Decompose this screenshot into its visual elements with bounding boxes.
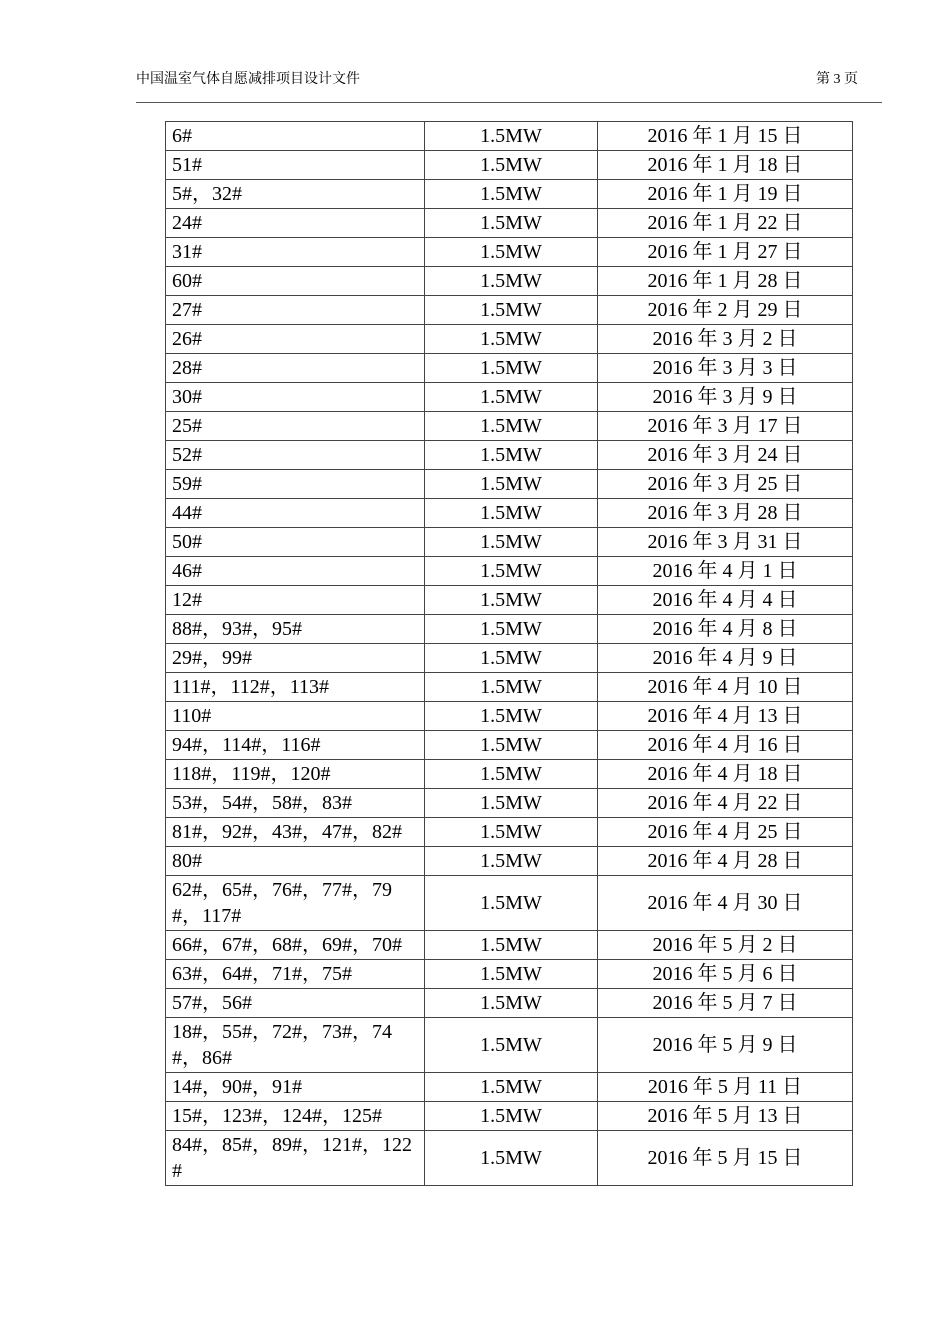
- commission-date-cell: 2016 年 5 月 15 日: [598, 1131, 853, 1186]
- unit-numbers-cell: 15#，123#，124#，125#: [166, 1102, 425, 1131]
- capacity-cell: 1.5MW: [425, 1102, 598, 1131]
- table-row: [166, 960, 853, 989]
- capacity-cell: 1.5MW: [425, 238, 598, 267]
- capacity-cell: 1.5MW: [425, 557, 598, 586]
- unit-numbers-cell: 53#，54#，58#，83#: [166, 789, 425, 818]
- capacity-cell: 1.5MW: [425, 209, 598, 238]
- capacity-cell: 1.5MW: [425, 789, 598, 818]
- commission-date-cell: 2016 年 4 月 22 日: [598, 789, 853, 818]
- capacity-cell: 1.5MW: [425, 412, 598, 441]
- table-row: [166, 441, 853, 470]
- table-row: [166, 989, 853, 1018]
- table-row: [166, 412, 853, 441]
- table-row: [166, 586, 853, 615]
- capacity-cell: 1.5MW: [425, 528, 598, 557]
- unit-numbers-cell: 29#，99#: [166, 644, 425, 673]
- capacity-cell: 1.5MW: [425, 673, 598, 702]
- commission-date-cell: 2016 年 4 月 8 日: [598, 615, 853, 644]
- unit-numbers-cell: 80#: [166, 847, 425, 876]
- unit-numbers-cell: 51#: [166, 151, 425, 180]
- table-row: [166, 267, 853, 296]
- document-title: 中国温室气体自愿减排项目设计文件: [136, 72, 360, 87]
- capacity-cell: 1.5MW: [425, 731, 598, 760]
- unit-numbers-cell: 50#: [166, 528, 425, 557]
- table-row: [166, 1018, 853, 1073]
- table-row: [166, 296, 853, 325]
- capacity-cell: 1.5MW: [425, 876, 598, 931]
- commission-date-cell: 2016 年 3 月 25 日: [598, 470, 853, 499]
- unit-numbers-cell: 88#，93#，95#: [166, 615, 425, 644]
- commission-date-cell: 2016 年 3 月 28 日: [598, 499, 853, 528]
- unit-numbers-cell: 25#: [166, 412, 425, 441]
- unit-numbers-cell: 31#: [166, 238, 425, 267]
- commission-date-cell: 2016 年 5 月 7 日: [598, 989, 853, 1018]
- unit-numbers-cell: 28#: [166, 354, 425, 383]
- table-row: [166, 615, 853, 644]
- commission-date-cell: 2016 年 3 月 24 日: [598, 441, 853, 470]
- capacity-cell: 1.5MW: [425, 989, 598, 1018]
- commission-date-cell: 2016 年 4 月 30 日: [598, 876, 853, 931]
- commission-date-cell: 2016 年 4 月 16 日: [598, 731, 853, 760]
- commission-date-cell: 2016 年 4 月 10 日: [598, 673, 853, 702]
- commission-date-cell: 2016 年 5 月 6 日: [598, 960, 853, 989]
- table-row: [166, 557, 853, 586]
- unit-numbers-cell: 84#，85#，89#，121#，122#: [166, 1131, 425, 1186]
- unit-numbers-cell: 27#: [166, 296, 425, 325]
- capacity-cell: 1.5MW: [425, 1131, 598, 1186]
- capacity-cell: 1.5MW: [425, 931, 598, 960]
- capacity-cell: 1.5MW: [425, 1073, 598, 1102]
- unit-numbers-cell: 62#，65#，76#，77#，79#，117#: [166, 876, 425, 931]
- capacity-cell: 1.5MW: [425, 470, 598, 499]
- commission-date-cell: 2016 年 1 月 15 日: [598, 122, 853, 151]
- page-number: 第 3 页: [816, 72, 858, 87]
- commission-date-cell: 2016 年 1 月 22 日: [598, 209, 853, 238]
- commission-date-cell: 2016 年 4 月 28 日: [598, 847, 853, 876]
- commission-date-cell: 2016 年 3 月 3 日: [598, 354, 853, 383]
- capacity-cell: 1.5MW: [425, 354, 598, 383]
- table-row: [166, 1131, 853, 1186]
- table-row: [166, 644, 853, 673]
- commission-date-cell: 2016 年 5 月 2 日: [598, 931, 853, 960]
- unit-numbers-cell: 59#: [166, 470, 425, 499]
- unit-numbers-cell: 46#: [166, 557, 425, 586]
- unit-numbers-cell: 63#，64#，71#，75#: [166, 960, 425, 989]
- commission-date-cell: 2016 年 3 月 17 日: [598, 412, 853, 441]
- capacity-cell: 1.5MW: [425, 151, 598, 180]
- table-row: [166, 789, 853, 818]
- table-row: [166, 931, 853, 960]
- capacity-cell: 1.5MW: [425, 760, 598, 789]
- unit-numbers-cell: 66#，67#，68#，69#，70#: [166, 931, 425, 960]
- table-row: [166, 151, 853, 180]
- unit-numbers-cell: 24#: [166, 209, 425, 238]
- capacity-cell: 1.5MW: [425, 122, 598, 151]
- unit-numbers-cell: 26#: [166, 325, 425, 354]
- table-row: [166, 760, 853, 789]
- capacity-cell: 1.5MW: [425, 296, 598, 325]
- commission-date-cell: 2016 年 5 月 9 日: [598, 1018, 853, 1073]
- unit-numbers-cell: 6#: [166, 122, 425, 151]
- table-row: [166, 238, 853, 267]
- commission-date-cell: 2016 年 4 月 4 日: [598, 586, 853, 615]
- table-row: [166, 180, 853, 209]
- capacity-cell: 1.5MW: [425, 818, 598, 847]
- table-row: [166, 470, 853, 499]
- table-row: [166, 122, 853, 151]
- commission-date-cell: 2016 年 1 月 18 日: [598, 151, 853, 180]
- unit-numbers-cell: 12#: [166, 586, 425, 615]
- unit-numbers-cell: 44#: [166, 499, 425, 528]
- table-row: [166, 354, 853, 383]
- commissioning-table: [165, 121, 853, 1186]
- unit-numbers-cell: 60#: [166, 267, 425, 296]
- commission-date-cell: 2016 年 4 月 9 日: [598, 644, 853, 673]
- table-row: [166, 876, 853, 931]
- table-row: [166, 702, 853, 731]
- unit-numbers-cell: 30#: [166, 383, 425, 412]
- capacity-cell: 1.5MW: [425, 180, 598, 209]
- commission-date-cell: 2016 年 4 月 25 日: [598, 818, 853, 847]
- commission-date-cell: 2016 年 1 月 19 日: [598, 180, 853, 209]
- capacity-cell: 1.5MW: [425, 615, 598, 644]
- commission-date-cell: 2016 年 1 月 28 日: [598, 267, 853, 296]
- header-divider: [136, 102, 882, 103]
- table-row: [166, 818, 853, 847]
- table-row: [166, 1102, 853, 1131]
- unit-numbers-cell: 111#，112#，113#: [166, 673, 425, 702]
- unit-numbers-cell: 110#: [166, 702, 425, 731]
- unit-numbers-cell: 5#，32#: [166, 180, 425, 209]
- capacity-cell: 1.5MW: [425, 644, 598, 673]
- commission-date-cell: 2016 年 1 月 27 日: [598, 238, 853, 267]
- unit-numbers-cell: 14#，90#，91#: [166, 1073, 425, 1102]
- commission-date-cell: 2016 年 5 月 13 日: [598, 1102, 853, 1131]
- commission-date-cell: 2016 年 5 月 11 日: [598, 1073, 853, 1102]
- table-row: [166, 209, 853, 238]
- capacity-cell: 1.5MW: [425, 325, 598, 354]
- table-row: [166, 731, 853, 760]
- commission-date-cell: 2016 年 3 月 31 日: [598, 528, 853, 557]
- capacity-cell: 1.5MW: [425, 960, 598, 989]
- commission-date-cell: 2016 年 3 月 2 日: [598, 325, 853, 354]
- unit-numbers-cell: 18#，55#，72#，73#，74#，86#: [166, 1018, 425, 1073]
- capacity-cell: 1.5MW: [425, 702, 598, 731]
- capacity-cell: 1.5MW: [425, 1018, 598, 1073]
- capacity-cell: 1.5MW: [425, 499, 598, 528]
- capacity-cell: 1.5MW: [425, 267, 598, 296]
- unit-numbers-cell: 57#，56#: [166, 989, 425, 1018]
- capacity-cell: 1.5MW: [425, 441, 598, 470]
- table-row: [166, 673, 853, 702]
- commission-date-cell: 2016 年 4 月 18 日: [598, 760, 853, 789]
- table-row: [166, 325, 853, 354]
- unit-numbers-cell: 52#: [166, 441, 425, 470]
- unit-numbers-cell: 94#，114#，116#: [166, 731, 425, 760]
- commission-date-cell: 2016 年 2 月 29 日: [598, 296, 853, 325]
- unit-numbers-cell: 81#，92#，43#，47#，82#: [166, 818, 425, 847]
- unit-numbers-cell: 118#，119#，120#: [166, 760, 425, 789]
- capacity-cell: 1.5MW: [425, 847, 598, 876]
- table-row: [166, 528, 853, 557]
- commission-date-cell: 2016 年 3 月 9 日: [598, 383, 853, 412]
- table-body: [166, 122, 853, 1186]
- commission-date-cell: 2016 年 4 月 1 日: [598, 557, 853, 586]
- table-row: [166, 1073, 853, 1102]
- capacity-cell: 1.5MW: [425, 383, 598, 412]
- capacity-cell: 1.5MW: [425, 586, 598, 615]
- table-row: [166, 383, 853, 412]
- table-row: [166, 499, 853, 528]
- table-row: [166, 847, 853, 876]
- commission-date-cell: 2016 年 4 月 13 日: [598, 702, 853, 731]
